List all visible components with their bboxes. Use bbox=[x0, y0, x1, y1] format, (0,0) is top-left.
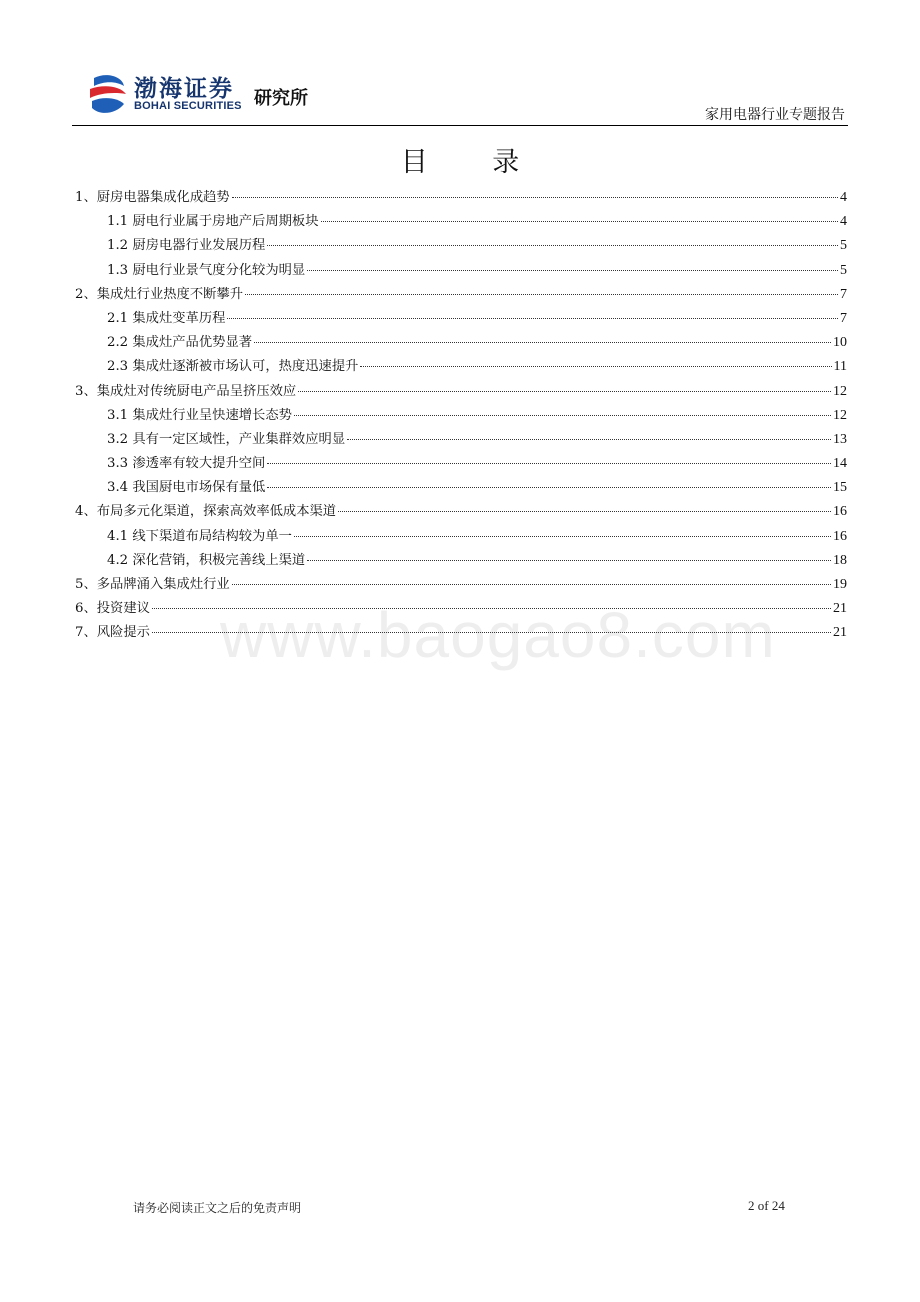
toc-entry[interactable] bbox=[75, 210, 847, 234]
toc-entry-label: 5、多品牌涌入集成灶行业 bbox=[75, 577, 230, 592]
toc-entry-label: 1.1 厨电行业属于房地产后周期板块 bbox=[107, 214, 319, 230]
toc-entry[interactable] bbox=[75, 186, 847, 210]
toc-entry[interactable] bbox=[75, 283, 847, 307]
toc-entry-label: 2.1 集成灶变革历程 bbox=[107, 310, 226, 326]
toc-dot-leader bbox=[307, 560, 831, 561]
toc-entry[interactable] bbox=[75, 331, 847, 355]
toc-entry-page: 11 bbox=[833, 359, 847, 375]
toc-entry[interactable] bbox=[75, 573, 847, 597]
toc-entry-page: 4 bbox=[840, 214, 847, 230]
toc-entry-page: 18 bbox=[833, 552, 847, 568]
toc-dot-leader bbox=[307, 270, 838, 271]
toc-dot-leader bbox=[267, 487, 831, 488]
toc-entry-label: 1、厨房电器集成化成趋势 bbox=[75, 190, 230, 205]
logo-english-name: BOHAI SECURITIES bbox=[134, 100, 242, 112]
bohai-logo bbox=[86, 70, 326, 120]
toc-dot-leader bbox=[152, 632, 831, 633]
footer-disclaimer: 请务必阅读正文之后的免责声明 bbox=[133, 1201, 302, 1215]
toc-entry-label: 3.1 集成灶行业呈快速增长态势 bbox=[107, 407, 292, 423]
toc-dot-leader bbox=[254, 342, 831, 343]
toc-entry[interactable] bbox=[75, 500, 847, 524]
toc-dot-leader bbox=[232, 584, 831, 585]
logo-chinese-name: 渤海证券 bbox=[134, 75, 234, 102]
toc-entry[interactable] bbox=[75, 259, 847, 283]
toc-entry[interactable] bbox=[75, 307, 847, 331]
toc-dot-leader bbox=[267, 245, 838, 246]
toc-entry-label: 3.4 我国厨电市场保有量低 bbox=[107, 480, 266, 496]
toc-entry-page: 12 bbox=[833, 383, 847, 399]
toc-entry[interactable] bbox=[75, 380, 847, 404]
toc-entry-page: 5 bbox=[840, 262, 847, 278]
toc-dot-leader bbox=[152, 608, 831, 609]
toc-dot-leader bbox=[232, 197, 838, 198]
toc-entry[interactable] bbox=[75, 428, 847, 452]
toc-entry-page: 15 bbox=[833, 480, 847, 496]
toc-entry-page: 7 bbox=[840, 286, 847, 302]
toc-entry-page: 21 bbox=[833, 601, 847, 617]
toc-dot-leader bbox=[267, 463, 831, 464]
toc-entry-label: 1.3 厨电行业景气度分化较为明显 bbox=[107, 262, 306, 278]
toc-entry-label: 2、集成灶行业热度不断攀升 bbox=[75, 286, 244, 302]
toc-dot-leader bbox=[321, 221, 838, 222]
toc-entry-page: 19 bbox=[833, 577, 847, 592]
toc-entry-page: 21 bbox=[833, 625, 847, 641]
toc-entry[interactable] bbox=[75, 355, 847, 379]
table-of-contents bbox=[75, 186, 847, 646]
toc-entry[interactable] bbox=[75, 597, 847, 621]
toc-dot-leader bbox=[347, 439, 831, 440]
toc-entry-label: 4.1 线下渠道布局结构较为单一 bbox=[107, 528, 292, 544]
toc-entry-page: 10 bbox=[833, 335, 847, 351]
toc-entry-page: 14 bbox=[833, 456, 847, 472]
institute-label: 研究所 bbox=[254, 88, 308, 109]
toc-entry[interactable] bbox=[75, 549, 847, 573]
toc-entry[interactable] bbox=[75, 452, 847, 476]
toc-dot-leader bbox=[245, 294, 838, 295]
bohai-logo-icon bbox=[86, 72, 130, 116]
toc-entry-label: 7、风险提示 bbox=[75, 625, 150, 641]
toc-entry-label: 4、布局多元化渠道，探索高效率低成本渠道 bbox=[75, 504, 337, 520]
toc-entry-label: 6、投资建议 bbox=[75, 601, 150, 617]
toc-entry-page: 16 bbox=[833, 528, 847, 544]
watermark: www.baogao8.com bbox=[220, 599, 776, 671]
toc-entry-page: 7 bbox=[840, 310, 847, 326]
toc-entry[interactable] bbox=[75, 404, 847, 428]
toc-dot-leader bbox=[360, 366, 831, 367]
toc-entry-label: 3.3 渗透率有较大提升空间 bbox=[107, 456, 266, 472]
toc-entry-page: 5 bbox=[840, 238, 847, 254]
toc-entry-page: 12 bbox=[833, 407, 847, 423]
toc-entry-page: 16 bbox=[833, 504, 847, 520]
toc-entry[interactable] bbox=[75, 476, 847, 500]
toc-entry-page: 4 bbox=[840, 190, 847, 205]
toc-entry-label: 2.3 集成灶逐渐被市场认可，热度迅速提升 bbox=[107, 359, 359, 375]
toc-dot-leader bbox=[227, 318, 838, 319]
toc-entry-label: 4.2 深化营销，积极完善线上渠道 bbox=[107, 552, 306, 568]
toc-entry-label: 3、集成灶对传统厨电产品呈挤压效应 bbox=[75, 383, 297, 399]
toc-dot-leader bbox=[298, 391, 831, 392]
toc-entry-label: 3.2 具有一定区域性，产业集群效应明显 bbox=[107, 431, 346, 447]
report-type: 家用电器行业专题报告 bbox=[705, 107, 845, 123]
footer-page-number: 2 of 24 bbox=[748, 1198, 785, 1213]
toc-dot-leader bbox=[294, 415, 831, 416]
header-divider bbox=[72, 125, 848, 126]
page-title: 目 录 bbox=[400, 147, 548, 178]
toc-entry[interactable] bbox=[75, 525, 847, 549]
toc-entry-label: 1.2 厨房电器行业发展历程 bbox=[107, 238, 266, 254]
toc-entry[interactable] bbox=[75, 234, 847, 258]
toc-entry-label: 2.2 集成灶产品优势显著 bbox=[107, 335, 253, 351]
toc-dot-leader bbox=[294, 536, 831, 537]
toc-entry[interactable] bbox=[75, 621, 847, 645]
toc-dot-leader bbox=[338, 511, 831, 512]
toc-entry-page: 13 bbox=[833, 431, 847, 447]
